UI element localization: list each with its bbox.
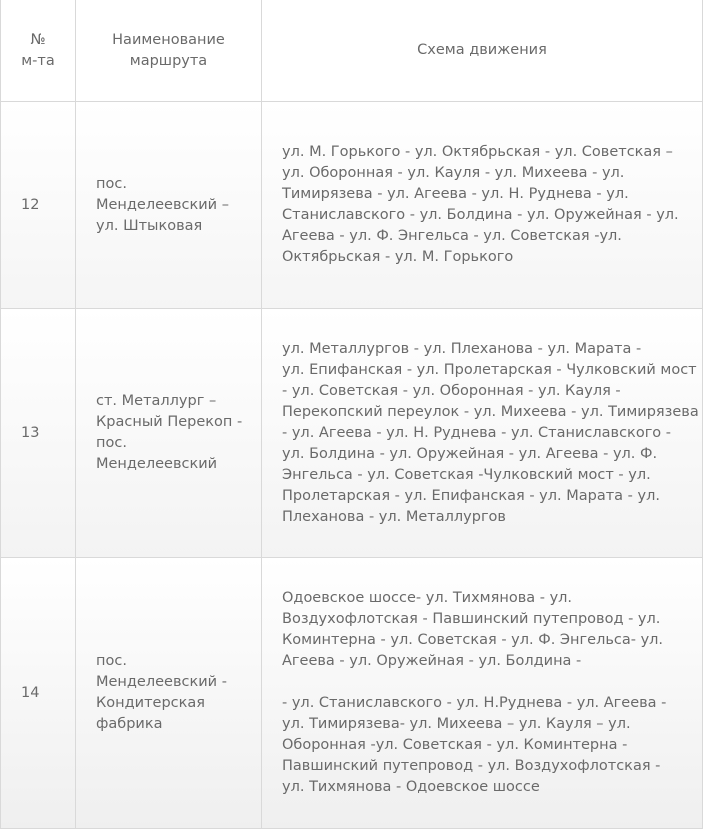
route-scheme-line: Агеева - ул. Ф. Энгельса - ул. Советская -ул.	[282, 228, 622, 244]
route-scheme-line: - ул. Станиславского - ул. Н.Руднева - ул. Агеева -	[282, 695, 667, 711]
route-scheme-line: ул. Болдина - ул. Оружейная - ул. Агеева - ул. Ф.	[282, 445, 658, 462]
route-number: 13	[1, 309, 76, 558]
route-number: 12	[1, 102, 76, 309]
route-scheme-line: Станиславского - ул. Болдина - ул. Оружейная - ул.	[282, 207, 679, 223]
table-header-row	[1, 0, 703, 102]
header-route-number: № м-та	[1, 0, 76, 102]
table-row	[1, 102, 703, 309]
route-name	[76, 558, 262, 829]
route-scheme-line: Октябрьская - ул. М. Горького	[282, 249, 514, 265]
route-scheme-line: Перекопский переулок - ул. Михеева - ул. Тимирязева	[282, 403, 699, 420]
route-name-line: ул. Штыковая	[96, 217, 203, 234]
route-scheme-line: Воздухофлотская - Павшинский путепровод - ул.	[282, 611, 661, 627]
route-name-line: ст. Металлург –	[96, 393, 217, 409]
route-scheme-line: ул. Тихмянова - Одоевское шоссе	[282, 779, 540, 795]
route-scheme-line: Агеева - ул. Оружейная - ул. Болдина -	[282, 653, 582, 669]
header-route-scheme: Схема движения	[262, 0, 703, 102]
route-scheme	[262, 309, 703, 558]
route-scheme-line: Плеханова - ул. Металлургов	[282, 508, 506, 525]
route-name-line: Менделеевский	[96, 456, 218, 472]
route-name	[76, 309, 262, 558]
route-scheme	[262, 102, 703, 309]
route-number: 14	[1, 558, 76, 829]
table-row	[1, 558, 703, 829]
route-name-line: Красный Перекоп -	[96, 414, 243, 430]
route-scheme-line: ул. Епифанская - ул. Пролетарская - Чулковский мост	[282, 361, 697, 378]
route-name-line: Кондитерская	[96, 695, 206, 711]
route-scheme-line: Павшинский путепровод - ул. Воздухофлотская -	[282, 758, 661, 774]
route-scheme-line: Одоевское шоссе- ул. Тихмянова - ул.	[282, 590, 573, 606]
route-name-line: Менделеевский -	[96, 674, 227, 690]
route-scheme-line: - ул. Агеева - ул. Н. Руднева - ул. Станиславского -	[282, 424, 672, 441]
route-scheme-line: Энгельса - ул. Советская -Чулковский мост - ул.	[282, 466, 651, 483]
route-scheme-line: ул. Оборонная - ул. Кауля - ул. Михеева - ул.	[282, 165, 625, 181]
route-scheme	[262, 558, 703, 829]
route-name-line: пос.	[96, 435, 127, 451]
route-scheme-line: ул. Металлургов - ул. Плеханова - ул. Марата -	[282, 340, 642, 357]
table-row	[1, 309, 703, 558]
header-route-name: Наименование маршрута	[76, 0, 262, 102]
route-scheme-line: Оборонная -ул. Советская - ул. Коминтерна -	[282, 737, 628, 753]
route-name	[76, 102, 262, 309]
route-scheme-line: Пролетарская - ул. Епифанская - ул. Марата - ул.	[282, 487, 660, 504]
route-scheme-line: - ул. Советская - ул. Оборонная - ул. Кауля -	[282, 382, 621, 399]
scheme-paragraph-break	[282, 672, 688, 693]
route-name-line: пос.	[96, 175, 127, 192]
route-scheme-line: ул. Тимирязева- ул. Михеева – ул. Кауля – ул.	[282, 716, 631, 732]
route-name-line: фабрика	[96, 716, 163, 732]
route-scheme-line: ул. М. Горького - ул. Октябрьская - ул. Советская –	[282, 144, 673, 160]
route-name-line: Менделеевский –	[96, 196, 229, 213]
route-name-line: пос.	[96, 653, 127, 669]
route-scheme-line: Тимирязева - ул. Агеева - ул. Н. Руднева - ул.	[282, 186, 629, 202]
route-scheme-line: Коминтерна - ул. Советская - ул. Ф. Энгельса- ул.	[282, 632, 664, 648]
